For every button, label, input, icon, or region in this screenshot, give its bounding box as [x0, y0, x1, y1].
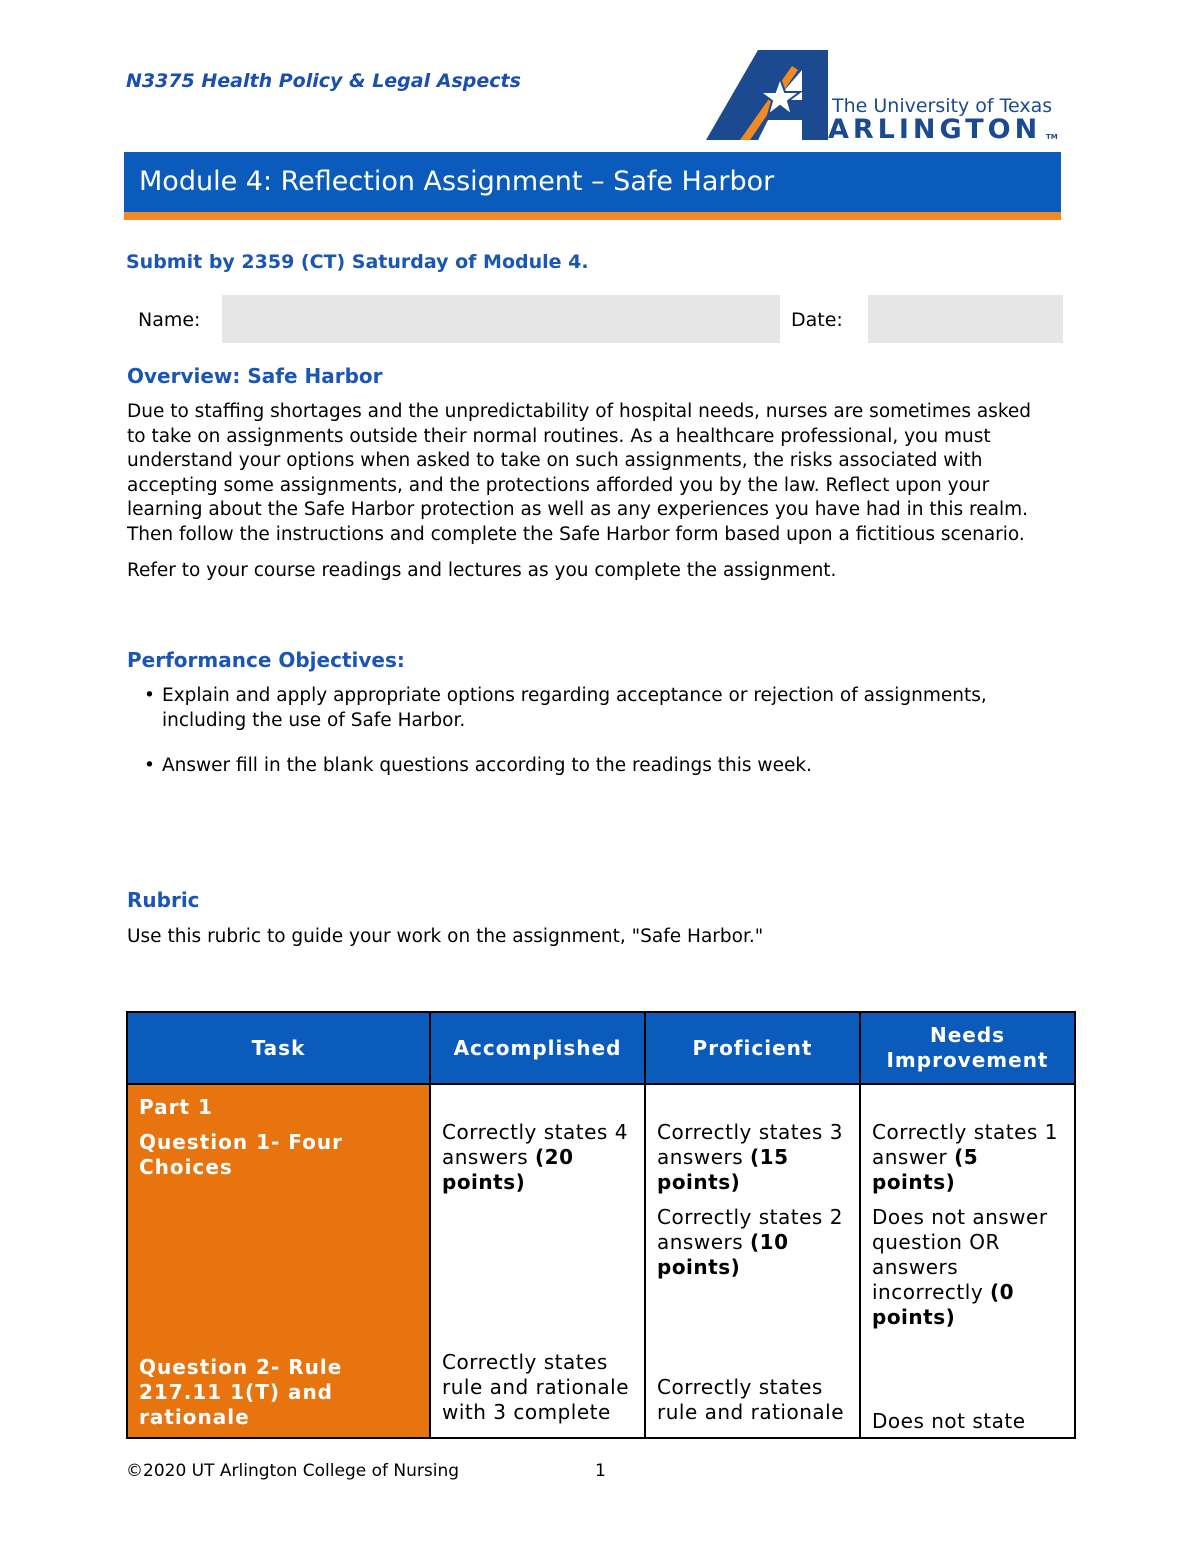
needs-q2: Does not state — [872, 1409, 1026, 1433]
column-header-task: Task — [127, 1012, 430, 1084]
rubric-header-row — [127, 1012, 1075, 1084]
task-cell — [127, 1084, 430, 1438]
bullet-icon: • — [144, 755, 155, 776]
bullet-icon: • — [144, 685, 155, 706]
overview-heading: Overview: Safe Harbor — [127, 364, 383, 388]
proficient-q2: Correctly states rule and rationale — [657, 1375, 845, 1424]
date-field[interactable] — [868, 295, 1063, 343]
footer-copyright: ©2020 UT Arlington College of Nursing — [126, 1461, 460, 1481]
name-label: Name: — [138, 309, 201, 331]
logo-trademark: TM — [1046, 133, 1058, 141]
overview-line: Due to staffing shortages and the unpredictability of hospital needs, nurses are sometimes asked — [127, 401, 1032, 422]
objective-text: including the use of Safe Harbor. — [162, 709, 466, 731]
column-header-proficient: Proficient — [645, 1012, 860, 1084]
list-item — [144, 754, 1044, 780]
column-header-accomplished: Accomplished — [430, 1012, 645, 1084]
table-row — [127, 1084, 1075, 1438]
proficient-q1-a: Correctly states 3 answers (15 points) — [657, 1120, 843, 1194]
accomplished-q1: Correctly states 4 answers (20 points) — [442, 1120, 628, 1194]
overview-line: learning about the Safe Harbor protection as well as any experiences you have had in this realm. — [127, 499, 1028, 521]
task-part: Part 1 — [139, 1095, 213, 1119]
banner-orange-stripe — [124, 212, 1061, 220]
accomplished-q2: Correctly states rule and rationale with 3 complete — [442, 1350, 630, 1424]
objective-text: Explain and apply appropriate options regarding acceptance or rejection of assignments, — [162, 685, 987, 706]
column-header-needs-improvement: Needs Improvement — [860, 1012, 1075, 1084]
needs-q1-a: Correctly states 1 answer (5 points) — [872, 1120, 1058, 1194]
logo-arlington-text: ARLINGTON — [828, 114, 1042, 145]
overview-line: Then follow the instructions and complete the Safe Harbor form based upon a fictitious scenario. — [127, 523, 1025, 545]
rubric-heading: Rubric — [127, 888, 200, 912]
page-title: Module 4: Reflection Assignment – Safe Harbor — [139, 166, 775, 197]
logo-university-text: The University of Texas — [832, 95, 1053, 117]
accomplished-cell — [430, 1084, 645, 1438]
overview-line: accepting some assignments, and the protections afforded you by the law. Reflect upon your — [127, 474, 990, 496]
rubric-table — [126, 1011, 1076, 1439]
overview-paragraph — [127, 400, 1067, 548]
date-label: Date: — [791, 309, 843, 331]
task-question-2: Question 2- Rule 217.11 1(T) and rationale — [139, 1355, 343, 1429]
overview-line: to take on assignments outside their normal routines. As a healthcare professional, you must — [127, 425, 991, 447]
overview-line: understand your options when asked to take on such assignments, the risks associated with — [127, 450, 983, 472]
proficient-cell — [645, 1084, 860, 1438]
list-item — [144, 684, 1044, 734]
objectives-heading: Performance Objectives: — [127, 648, 405, 672]
rubric-intro: Use this rubric to guide your work on the assignment, "Safe Harbor." — [127, 926, 764, 947]
course-title: N3375 Health Policy & Legal Aspects — [126, 70, 521, 92]
objective-text: Answer fill in the blank questions according to the readings this week. — [162, 755, 812, 776]
name-field[interactable] — [222, 295, 780, 343]
proficient-q1-b: Correctly states 2 answers (10 points) — [657, 1205, 843, 1279]
refer-text: Refer to your course readings and lectures as you complete the assignment. — [127, 560, 837, 581]
needs-q1-b: Does not answer question OR answers incorrectly (0 points) — [872, 1205, 1048, 1329]
page-number: 1 — [595, 1461, 606, 1481]
task-question-1: Question 1- Four Choices — [139, 1130, 343, 1179]
needs-improvement-cell — [860, 1084, 1075, 1438]
submit-deadline: Submit by 2359 (CT) Saturday of Module 4. — [126, 251, 589, 273]
